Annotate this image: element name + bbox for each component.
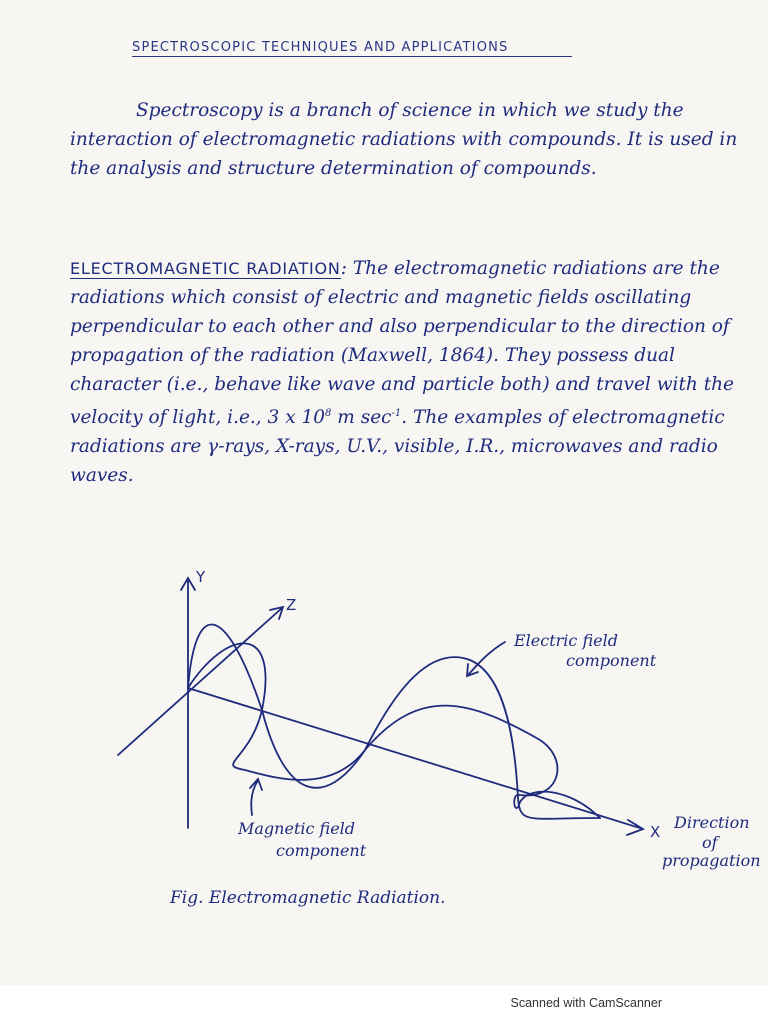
electric-label-line1: Electric field <box>514 631 618 650</box>
scan-footer <box>0 985 768 1024</box>
page-title: SPECTROSCOPIC TECHNIQUES AND APPLICATIONS <box>132 40 572 57</box>
x-axis-arrow <box>627 820 643 835</box>
z-axis <box>118 608 282 755</box>
direction-label-line3: propagation <box>662 851 761 870</box>
direction-label-line1: Direction <box>674 813 750 832</box>
x-axis-label: X <box>650 823 661 841</box>
section-text-after-exponent: m sec <box>331 407 392 429</box>
y-axis-label: Y <box>196 568 206 586</box>
magnetic-label-line1: Magnetic field <box>238 819 356 838</box>
section-heading: ELECTROMAGNETIC RADIATION <box>70 259 341 278</box>
em-radiation-paragraph <box>70 254 750 490</box>
magnetic-field-wave <box>188 643 600 818</box>
section-text-before-exponent: : The electromagnetic radiations are the radiations which consist of electric and magnetic fields oscillating perpendicular to each other and also perpendicular to the direction of propagation of the radiation (Maxwell, 1864). They possess dual character (i.e., behave like wave and particle both) and travel with the velocity of light, i.e., 3 x 10 <box>70 258 735 429</box>
x-axis <box>188 688 640 828</box>
electric-label-pointer <box>468 642 505 675</box>
exponent: 8 <box>325 408 332 419</box>
intro-paragraph: Spectroscopy is a branch of science in which we study the interaction of electromagnetic radiations with compounds. It is used in the analysis and structure determination of compounds. <box>70 100 738 179</box>
electric-label-line2: component <box>566 651 657 670</box>
section-text-end: . The examples of electromagnetic radiations are γ-rays, X-rays, U.V., visible, I.R., microwaves and radio waves. <box>70 407 725 487</box>
scanned-watermark: Scanned with CamScanner <box>510 996 662 1010</box>
figure-caption: Fig. Electromagnetic Radiation. <box>170 888 446 908</box>
magnetic-label-line2: component <box>276 841 367 860</box>
unit-exponent: -1 <box>391 408 402 419</box>
z-axis-label: Z <box>286 596 297 614</box>
em-wave-diagram <box>0 560 768 900</box>
direction-label-line2: of <box>702 833 718 852</box>
